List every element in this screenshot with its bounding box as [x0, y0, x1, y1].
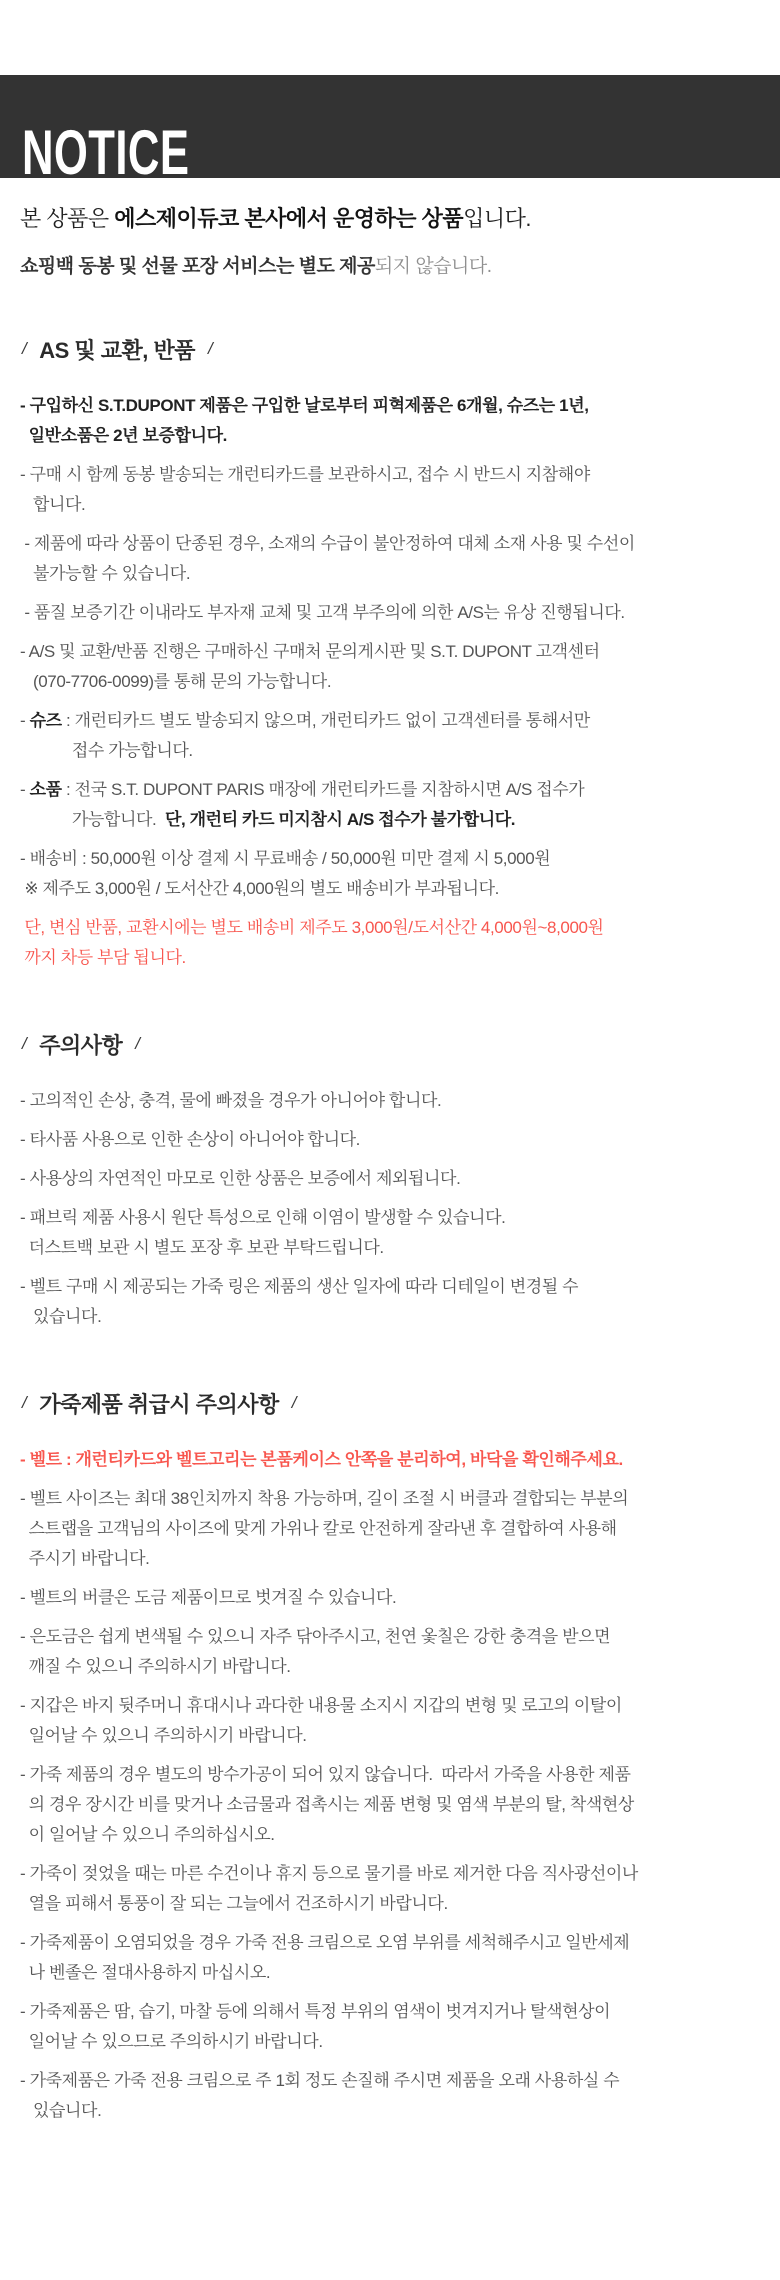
intro-line-packaging	[20, 251, 760, 278]
text-segment: - 가죽제품이 오염되었을 경우 가죽 전용 크림으로 오염 부위를 세척해주시고 일반세제	[20, 1932, 630, 1952]
bullet-line	[20, 1958, 760, 1988]
bullet-item	[20, 598, 760, 628]
bullet-line	[20, 2027, 760, 2057]
notice-section	[20, 1029, 760, 1332]
slash-decoration: /	[22, 1393, 27, 1413]
text-segment: - 지갑은 바지 뒷주머니 휴대시나 과다한 내용물 소지시 지갑의 변형 및 로고의 이탈이	[20, 1695, 622, 1715]
bullet-line	[20, 667, 760, 697]
bullet-item	[20, 637, 760, 697]
text-segment: - 타사품 사용으로 인한 손상이 아니어야 합니다.	[20, 1129, 360, 1149]
bullet-line	[20, 421, 760, 451]
text-segment: - 제품에 따라 상품이 단종된 경우, 소재의 수급이 불안정하여 대체 소재 사용 및 수선이	[20, 533, 635, 553]
bullet-item	[20, 1484, 760, 1574]
text-segment: 일어날 수 있으므로 주의하시기 바랍니다.	[20, 2031, 323, 2051]
text-segment: 나 벤졸은 절대사용하지 마십시오.	[20, 1962, 271, 1982]
section-heading	[20, 1388, 760, 1419]
bullet-line	[20, 598, 760, 628]
bullet-line	[20, 637, 760, 667]
slash-decoration: /	[135, 1034, 140, 1054]
text-segment: - 가죽제품은 가죽 전용 크림으로 주 1회 정도 손질해 주시면 제품을 오래 사용하실 수	[20, 2070, 620, 2090]
bullet-line	[20, 1233, 760, 1263]
bullet-item	[20, 460, 760, 520]
text-segment: 스트랩을 고객님의 사이즈에 맞게 가위나 칼로 안전하게 잘라낸 후 결합하여 사용해	[20, 1518, 617, 1538]
bullet-line	[20, 1928, 760, 1958]
text-segment: 단, 개런티 카드 미지참시 A/S 접수가 불가합니다.	[164, 809, 516, 829]
text-segment: 깨질 수 있으니 주의하시기 바랍니다.	[20, 1656, 291, 1676]
bullet-item	[20, 1760, 760, 1850]
bullet-line	[20, 706, 760, 736]
text-segment: - 벨트 : 개런티카드와 벨트고리는 본품케이스 안쪽을 분리하여, 바닥을 확인해주세요.	[20, 1449, 623, 1469]
bullet-line	[20, 1164, 760, 1194]
bullet-line	[20, 1125, 760, 1155]
bullet-item	[20, 775, 760, 835]
intro-block	[20, 204, 760, 278]
text-segment: - 구매 시 함께 동봉 발송되는 개런티카드를 보관하시고, 접수 시 반드시 지참해야	[20, 464, 590, 484]
bullet-item	[20, 1203, 760, 1263]
bullet-line	[20, 1820, 760, 1850]
bullet-item	[20, 1583, 760, 1613]
bullet-line	[20, 2096, 760, 2126]
bullet-line	[20, 1790, 760, 1820]
intro-line-operator	[20, 204, 760, 234]
text-segment: - A/S 및 교환/반품 진행은 구매하신 구매처 문의게시판 및 S.T. DUPONT 고객센터	[20, 641, 600, 661]
text-segment: - 배송비 : 50,000원 이상 결제 시 무료배송 / 50,000원 미만 결제 시 5,000원	[20, 848, 551, 868]
bullet-item	[20, 391, 760, 451]
bullet-item	[20, 1859, 760, 1919]
text-segment: 불가능할 수 있습니다.	[20, 563, 191, 583]
bullet-line	[20, 874, 760, 904]
notice-section	[20, 1388, 760, 2126]
section-title: AS 및 교환, 반품	[39, 337, 196, 363]
bullet-line	[20, 1445, 760, 1475]
text-segment: : 전국 S.T. DUPONT PARIS 매장에 개런티카드를 지참하시면 A/S 접수가	[61, 779, 585, 799]
bullet-line	[20, 1484, 760, 1514]
slash-decoration: /	[208, 339, 213, 359]
bullet-line	[20, 490, 760, 520]
text-segment: 의 경우 장시간 비를 맞거나 소금물과 접촉시는 제품 변형 및 염색 부분의 탈, 착색현상	[20, 1794, 634, 1814]
bullet-line	[20, 1086, 760, 1116]
text-segment: - 가죽 제품의 경우 별도의 방수가공이 되어 있지 않습니다. 따라서 가죽을 사용한 제품	[20, 1764, 631, 1784]
text-segment: 슈즈	[29, 710, 62, 730]
bullet-item	[20, 1086, 760, 1116]
text-segment: - 사용상의 자연적인 마모로 인한 상품은 보증에서 제외됩니다.	[20, 1168, 461, 1188]
bullet-line	[20, 1997, 760, 2027]
text-segment: 이 일어날 수 있으니 주의하십시오.	[20, 1824, 275, 1844]
slash-decoration: /	[291, 1393, 296, 1413]
bullet-line	[20, 1272, 760, 1302]
bullet-item	[20, 1272, 760, 1332]
text-segment: - 벨트 구매 시 제공되는 가죽 링은 제품의 생산 일자에 따라 디테일이 변경될 수	[20, 1276, 579, 1296]
section-title: 주의사항	[39, 1032, 123, 1058]
text-segment: : 개런티카드 별도 발송되지 않으며, 개런티카드 없이 고객센터를 통해서만	[61, 710, 590, 730]
bullet-item	[20, 1445, 760, 1475]
bullet-line	[20, 1302, 760, 1332]
text-segment: 일반소품은 2년 보증합니다.	[20, 425, 227, 445]
text-segment: - 구입하신 S.T.DUPONT 제품은 구입한 날로부터 피혁제품은 6개월, 슈즈는 1년,	[20, 395, 589, 415]
bullet-item	[20, 529, 760, 589]
text-segment: ※ 제주도 3,000원 / 도서산간 4,000원의 별도 배송비가 부과됩니다.	[20, 878, 499, 898]
bullet-item	[20, 1691, 760, 1751]
text-segment: 에스제이듀코 본사에서 운영하는 상품	[114, 206, 464, 231]
text-segment: - 고의적인 손상, 충격, 물에 빠졌을 경우가 아니어야 합니다.	[20, 1090, 442, 1110]
text-segment: - 패브릭 제품 사용시 원단 특성으로 인해 이염이 발생할 수 있습니다.	[20, 1207, 506, 1227]
text-segment: 가능합니다.	[20, 809, 165, 829]
bullet-line	[20, 1203, 760, 1233]
text-segment: -	[20, 710, 30, 730]
bullet-line	[20, 913, 760, 943]
text-segment: 있습니다.	[20, 2100, 102, 2120]
section-heading	[20, 334, 760, 365]
bullet-line	[20, 1889, 760, 1919]
notice-section	[20, 334, 760, 973]
section-heading	[20, 1029, 760, 1060]
bullet-item	[20, 1928, 760, 1988]
bullet-line	[20, 1544, 760, 1574]
notice-sections	[20, 334, 760, 2126]
section-title: 가죽제품 취급시 주의사항	[39, 1391, 279, 1417]
text-segment: 주시기 바랍니다.	[20, 1548, 150, 1568]
text-segment: 열을 피해서 통풍이 잘 되는 그늘에서 건조하시기 바랍니다.	[20, 1893, 448, 1913]
bullet-line	[20, 2066, 760, 2096]
text-segment: - 가죽제품은 땀, 습기, 마찰 등에 의해서 특정 부위의 염색이 벗겨지거나 탈색현상이	[20, 2001, 611, 2021]
bullet-item	[20, 2066, 760, 2126]
text-segment: (070-7706-0099)를 통해 문의 가능합니다.	[20, 671, 332, 691]
bullet-line	[20, 1652, 760, 1682]
bullet-line	[20, 1721, 760, 1751]
bullet-line	[20, 736, 760, 766]
bullet-line	[20, 844, 760, 874]
bullet-line	[20, 529, 760, 559]
text-segment: 까지 차등 부담 됩니다.	[20, 947, 186, 967]
bullet-item	[20, 1164, 760, 1194]
text-segment: 단, 변심 반품, 교환시에는 별도 배송비 제주도 3,000원/도서산간 4,000원~8,000원	[20, 917, 604, 937]
bullet-item	[20, 1125, 760, 1155]
notice-content	[0, 204, 780, 2126]
text-segment: - 은도금은 쉽게 변색될 수 있으니 자주 닦아주시고, 천연 옻칠은 강한 충격을 받으면	[20, 1626, 611, 1646]
bullet-line	[20, 559, 760, 589]
bullet-line	[20, 1691, 760, 1721]
bullet-line	[20, 391, 760, 421]
bullet-line	[20, 1622, 760, 1652]
bullet-item	[20, 844, 760, 904]
bullet-line	[20, 943, 760, 973]
text-segment: 입니다.	[463, 206, 531, 231]
text-segment: 일어날 수 있으니 주의하시기 바랍니다.	[20, 1725, 307, 1745]
text-segment: -	[20, 779, 30, 799]
text-segment: 본 상품은	[20, 206, 115, 231]
bullet-item	[20, 706, 760, 766]
text-segment: - 벨트 사이즈는 최대 38인치까지 착용 가능하며, 길이 조절 시 버클과 결합되는 부분의	[20, 1488, 629, 1508]
text-segment: 접수 가능합니다.	[20, 740, 193, 760]
text-segment: 합니다.	[20, 494, 86, 514]
page-title: NOTICE	[22, 117, 190, 178]
text-segment: - 가죽이 젖었을 때는 마른 수건이나 휴지 등으로 물기를 바로 제거한 다음 직사광선이나	[20, 1863, 638, 1883]
bullet-line	[20, 1583, 760, 1613]
bullet-line	[20, 1514, 760, 1544]
notice-header-band	[0, 75, 780, 178]
text-segment: - 품질 보증기간 이내라도 부자재 교체 및 고객 부주의에 의한 A/S는 유상 진행됩니다.	[20, 602, 625, 622]
bullet-item	[20, 1997, 760, 2057]
slash-decoration: /	[22, 339, 27, 359]
text-segment: 더스트백 보관 시 별도 포장 후 보관 부탁드립니다.	[20, 1237, 384, 1257]
text-segment: - 벨트의 버클은 도금 제품이므로 벗겨질 수 있습니다.	[20, 1587, 397, 1607]
bullet-item	[20, 1622, 760, 1682]
text-segment: 있습니다.	[20, 1306, 102, 1326]
bullet-line	[20, 1859, 760, 1889]
text-segment: 소품	[29, 779, 62, 799]
bullet-line	[20, 460, 760, 490]
bullet-line	[20, 775, 760, 805]
text-segment: 되지 않습니다.	[374, 255, 492, 277]
bullet-item	[20, 913, 760, 973]
slash-decoration: /	[22, 1034, 27, 1054]
bullet-line	[20, 805, 760, 835]
text-segment: 쇼핑백 동봉 및 선물 포장 서비스는 별도 제공	[20, 255, 375, 277]
bullet-line	[20, 1760, 760, 1790]
